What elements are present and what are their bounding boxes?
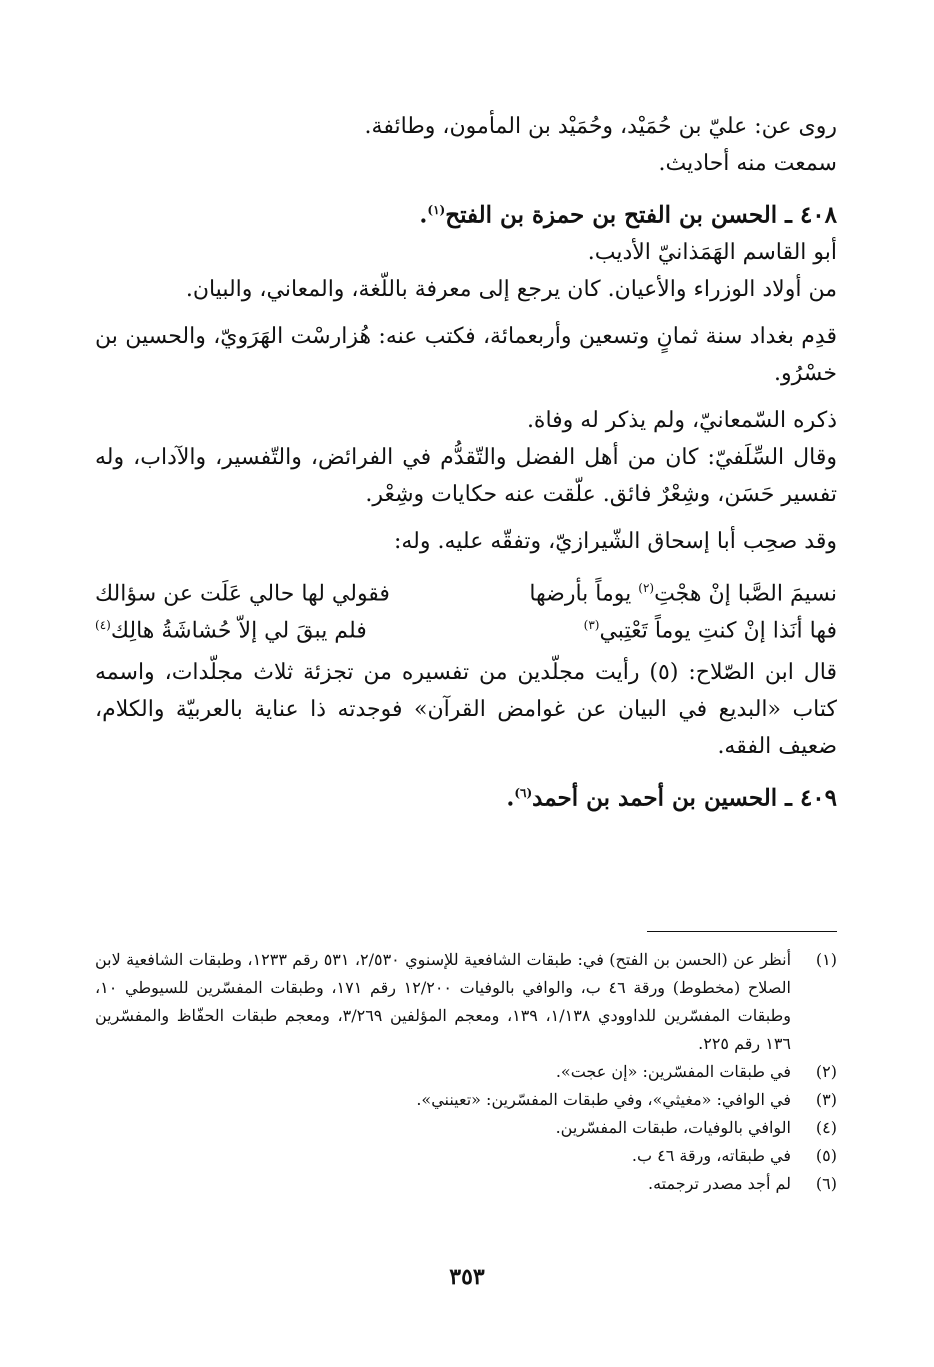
footnote-text: أنظر عن (الحسن بن الفتح) في: طبقات الشافعية للإسنوي ٢/٥٣٠، ٥٣١ رقم ١٢٣٣، وطبقات الشافعية لابن الصلاح (مخطوط) ورقة ٤٦ ب، والوافي بالوفيات ١٢/٢٠٠ رقم ١٧١، وطبقات المفسّرين للسيوطي ١٠، وطبقات المفسّرين للداوودي ١/١٣٨، ١٣٩، ومعجم المؤلفين ٣/٢٦٩، ومعجم طبقات الحفّاظ والمفسّرين ١٣٦ رقم ٢٢٥. xyxy=(95,950,792,1053)
footnote-ref-3: (٣) xyxy=(583,617,600,632)
footnote-number: (٥) xyxy=(815,1146,837,1165)
footnote-ref-6: (٦) xyxy=(514,785,533,800)
footnote xyxy=(95,1114,837,1142)
footnote-number: (٢) xyxy=(815,1062,837,1081)
footnote-number: (٣) xyxy=(815,1090,837,1109)
entry-408-paragraph-1: من أولاد الوزراء والأعيان. كان يرجع إلى معرفة باللّغة، والمعاني، والبيان. xyxy=(185,276,837,302)
entry-409-title: ٤٠٩ ـ الحسين بن أحمد بن أحمد xyxy=(532,784,837,812)
footnote-separator xyxy=(647,931,837,932)
poem-verse xyxy=(95,607,837,644)
verse-second-hemistich: فقولي لها حالي عَلَت عن سؤالك xyxy=(95,580,390,606)
verse-second-hemistich: فلم يبقَ لي إلاّ حُشاشَةُ هالِك$^{(٤)}$ xyxy=(95,617,367,643)
footnote-ref-4: (٤) xyxy=(95,617,111,632)
footnote-ref-1: (١) xyxy=(427,203,446,217)
main-text xyxy=(95,108,837,816)
footnotes xyxy=(95,946,837,1198)
footnote-number: (٦) xyxy=(815,1174,837,1193)
entry-408-heading-end: . xyxy=(419,201,428,229)
entry-408-paragraph-2: قدِم بغداد سنة ثمانٍ وتسعين وأربعمائة، فكتب عنه: هُزارسْت الهَرَويّ، والحسين بن خسْرُو. xyxy=(95,323,837,386)
footnote-text: في الوافي: «مغيثي»، وفي طبقات المفسّرين: «تعينني». xyxy=(416,1090,791,1109)
footnote-text: في طبقات المفسّرين: «إن عجت». xyxy=(555,1062,791,1081)
poem xyxy=(95,570,837,644)
footnote-ref-2: (٢) xyxy=(638,580,655,595)
heard-from-line: سمعت منه أحاديث. xyxy=(658,151,837,176)
entry-408-kunya: أبو القاسم الهَمَذانيّ الأديب. xyxy=(587,239,837,265)
page-number: ٣٥٣ xyxy=(449,1264,485,1290)
entry-408-heading xyxy=(95,192,837,234)
footnote-number: (١) xyxy=(815,950,837,969)
entry-408-paragraph-5: وقد صحِب أبا إسحاق الشّيرازيّ، وتفقّه عليه. وله: xyxy=(393,528,837,554)
entry-408-title: ٤٠٨ ـ الحسن بن الفتح بن حمزة بن الفتح xyxy=(445,201,837,229)
footnote-text: لم أجد مصدر ترجمته. xyxy=(648,1174,791,1193)
footnote-number: (٤) xyxy=(815,1118,837,1137)
entry-408-paragraph-4: وقال السِّلَفيّ: كان من أهل الفضل والتّقدُّم في الفرائض، والتّفسير، والآداب، وله تفسير حَسَن، وشِعْرٌ فائق. علّقت عنه حكايات وشِعْر. xyxy=(95,444,837,507)
entry-408-paragraph-3: ذكره السّمعانيّ، ولم يذكر له وفاة. xyxy=(526,407,837,433)
poem-verse xyxy=(95,570,837,607)
entry-409-heading xyxy=(95,775,837,817)
entry-408-paragraph-6: قال ابن الصّلاح: (٥) رأيت مجلّدين من تفسيره من تجزئة ثلاث مجلّدات، واسمه كتاب «البديع في البيان عن غوامض القرآن» فوجدته ذا عناية بالعربيّة والكلام، ضعيف الفقه. xyxy=(95,659,837,759)
footnote xyxy=(95,1142,837,1170)
entry-409-heading-end: . xyxy=(506,784,515,812)
footnote-text: في طبقاته، ورقة ٤٦ ب. xyxy=(631,1146,791,1165)
footnote xyxy=(95,1086,837,1114)
footnote-text: الوافي بالوفيات، طبقات المفسّرين. xyxy=(555,1118,791,1137)
narrated-from-line: روى عن: عليّ بن حُمَيْد، وحُمَيْد بن المأمون، وطائفة. xyxy=(364,114,837,139)
verse-first-hemistich: نسيمَ الصَّبا إنْ هجْتِ$^{(٢)}$ يوماً بأرضها xyxy=(529,580,837,606)
footnote xyxy=(95,1058,837,1086)
verse-first-hemistich: فها أنَذا إنْ كنتِ يوماً تَعْتِبي$^{(٣)}$ xyxy=(583,617,837,643)
footnote xyxy=(95,1170,837,1198)
footnote xyxy=(95,946,837,1058)
